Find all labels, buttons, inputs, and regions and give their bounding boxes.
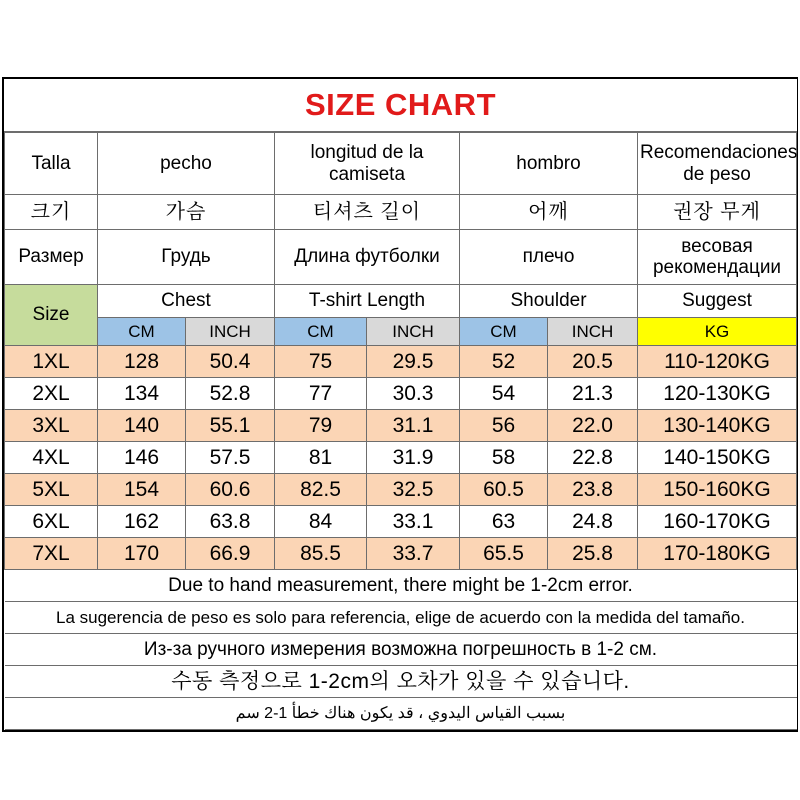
cell-shoulder-cm: 65.5 [460, 538, 548, 570]
cell-shoulder-cm: 54 [460, 378, 548, 410]
header-length-ru: Длина футболки [275, 230, 460, 285]
cell-weight: 120-130KG [638, 378, 797, 410]
note-row-russian [5, 634, 797, 666]
cell-length-cm: 82.5 [275, 474, 367, 506]
cell-chest-inch: 55.1 [186, 410, 275, 442]
cell-chest-inch: 66.9 [186, 538, 275, 570]
note-spanish: La sugerencia de peso es solo para referencia, elige de acuerdo con la medida del tamaño. [5, 602, 797, 634]
cell-shoulder-cm: 52 [460, 346, 548, 378]
cell-length-inch: 33.7 [367, 538, 460, 570]
header-weight-es: Recomendaciones de peso [638, 132, 797, 195]
cell-size: 4XL [5, 442, 98, 474]
chart-title-cell [5, 79, 797, 132]
cell-shoulder-inch: 22.0 [548, 410, 638, 442]
header-row-korean [5, 195, 797, 230]
note-korean: 수동 측정으로 1-2cm의 오차가 있을 수 있습니다. [5, 666, 797, 698]
header-shoulder-es: hombro [460, 132, 638, 195]
header-shoulder-ko: 어깨 [460, 195, 638, 230]
cell-length-cm: 75 [275, 346, 367, 378]
header-row-russian [5, 230, 797, 285]
cell-size: 2XL [5, 378, 98, 410]
table-row [5, 474, 797, 506]
header-row-units [5, 318, 797, 346]
cell-length-cm: 81 [275, 442, 367, 474]
header-shoulder-ru: плечо [460, 230, 638, 285]
cell-chest-inch: 60.6 [186, 474, 275, 506]
cell-length-cm: 85.5 [275, 538, 367, 570]
unit-chest-inch: INCH [186, 318, 275, 346]
note-row-korean [5, 666, 797, 698]
cell-weight: 140-150KG [638, 442, 797, 474]
unit-length-cm: CM [275, 318, 367, 346]
unit-length-inch: INCH [367, 318, 460, 346]
header-size-ko: 크기 [5, 195, 98, 230]
cell-length-inch: 32.5 [367, 474, 460, 506]
cell-chest-cm: 128 [98, 346, 186, 378]
header-chest-en: Chest [98, 285, 275, 318]
cell-chest-inch: 52.8 [186, 378, 275, 410]
page-title: SIZE CHART [305, 86, 496, 122]
header-length-ko: 티셔츠 길이 [275, 195, 460, 230]
cell-shoulder-inch: 24.8 [548, 506, 638, 538]
cell-size: 3XL [5, 410, 98, 442]
header-length-es: longitud de la camiseta [275, 132, 460, 195]
cell-shoulder-inch: 22.8 [548, 442, 638, 474]
unit-shoulder-cm: CM [460, 318, 548, 346]
cell-chest-cm: 170 [98, 538, 186, 570]
header-size-en: Size [5, 285, 98, 346]
cell-shoulder-cm: 56 [460, 410, 548, 442]
table-row [5, 538, 797, 570]
cell-length-inch: 33.1 [367, 506, 460, 538]
cell-length-inch: 30.3 [367, 378, 460, 410]
cell-chest-cm: 154 [98, 474, 186, 506]
cell-length-cm: 77 [275, 378, 367, 410]
cell-size: 6XL [5, 506, 98, 538]
cell-chest-cm: 162 [98, 506, 186, 538]
unit-weight-kg: KG [638, 318, 797, 346]
note-russian: Из-за ручного измерения возможна погрешность в 1-2 см. [5, 634, 797, 666]
cell-shoulder-inch: 21.3 [548, 378, 638, 410]
header-weight-ru: весовая рекомендации [638, 230, 797, 285]
table-row [5, 378, 797, 410]
table-row [5, 346, 797, 378]
header-size-es: Talla [5, 132, 98, 195]
cell-shoulder-cm: 63 [460, 506, 548, 538]
header-chest-es: pecho [98, 132, 275, 195]
table-row [5, 442, 797, 474]
cell-chest-inch: 57.5 [186, 442, 275, 474]
cell-weight: 130-140KG [638, 410, 797, 442]
cell-chest-cm: 140 [98, 410, 186, 442]
table-row [5, 410, 797, 442]
cell-length-cm: 79 [275, 410, 367, 442]
cell-weight: 150-160KG [638, 474, 797, 506]
cell-shoulder-inch: 20.5 [548, 346, 638, 378]
cell-size: 5XL [5, 474, 98, 506]
header-chest-ru: Грудь [98, 230, 275, 285]
header-weight-ko: 권장 무게 [638, 195, 797, 230]
cell-size: 7XL [5, 538, 98, 570]
header-shoulder-en: Shoulder [460, 285, 638, 318]
cell-shoulder-inch: 23.8 [548, 474, 638, 506]
size-chart-table-container [2, 77, 798, 732]
unit-shoulder-inch: INCH [548, 318, 638, 346]
cell-length-inch: 31.9 [367, 442, 460, 474]
title-row [5, 79, 797, 132]
cell-weight: 160-170KG [638, 506, 797, 538]
note-row-arabic [5, 698, 797, 730]
size-chart-table [4, 79, 797, 730]
unit-chest-cm: CM [98, 318, 186, 346]
header-row-english [5, 285, 797, 318]
cell-length-inch: 31.1 [367, 410, 460, 442]
cell-shoulder-inch: 25.8 [548, 538, 638, 570]
cell-length-inch: 29.5 [367, 346, 460, 378]
cell-weight: 170-180KG [638, 538, 797, 570]
note-row-english [5, 570, 797, 602]
cell-length-cm: 84 [275, 506, 367, 538]
cell-chest-cm: 146 [98, 442, 186, 474]
table-row [5, 506, 797, 538]
cell-chest-inch: 50.4 [186, 346, 275, 378]
note-row-spanish [5, 602, 797, 634]
header-weight-en: Suggest [638, 285, 797, 318]
header-chest-ko: 가슴 [98, 195, 275, 230]
cell-shoulder-cm: 60.5 [460, 474, 548, 506]
cell-chest-inch: 63.8 [186, 506, 275, 538]
note-arabic: بسبب القياس اليدوي ، قد يكون هناك خطأ 1-2 سم [5, 698, 797, 730]
note-english: Due to hand measurement, there might be 1-2cm error. [5, 570, 797, 602]
cell-chest-cm: 134 [98, 378, 186, 410]
cell-shoulder-cm: 58 [460, 442, 548, 474]
cell-size: 1XL [5, 346, 98, 378]
header-size-ru: Размер [5, 230, 98, 285]
cell-weight: 110-120KG [638, 346, 797, 378]
header-length-en: T-shirt Length [275, 285, 460, 318]
header-row-spanish [5, 132, 797, 195]
